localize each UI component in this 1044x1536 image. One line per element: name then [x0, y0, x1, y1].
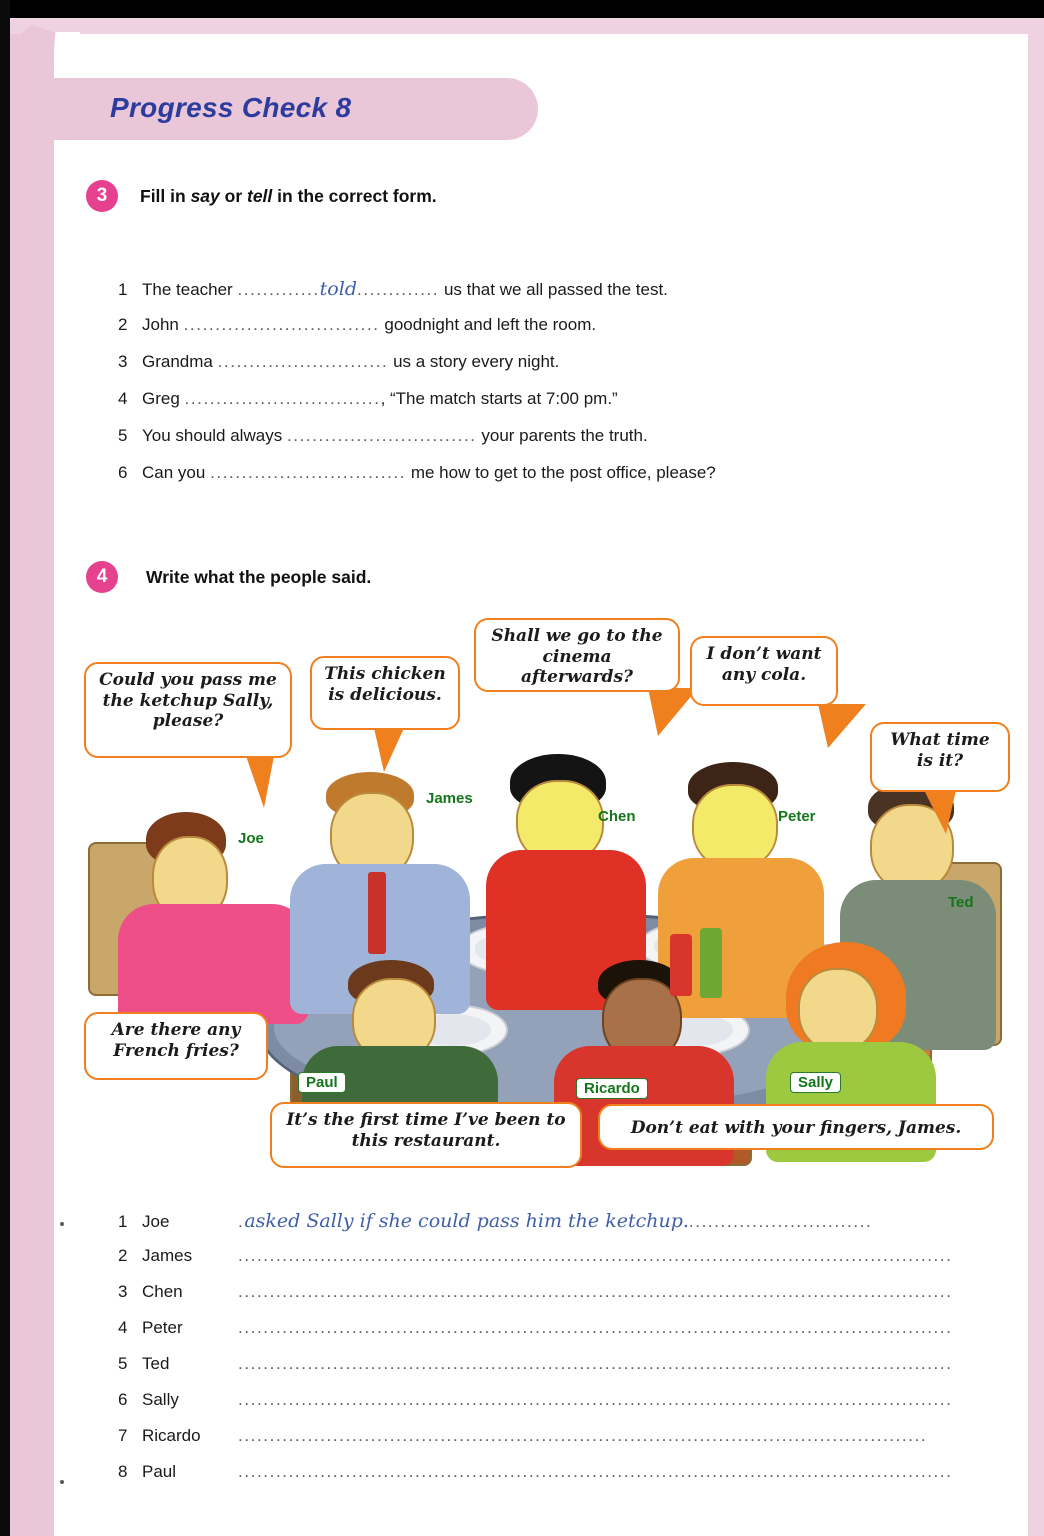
page-pink-right-strip	[1028, 18, 1044, 1536]
handwritten-answer: asked Sally if she could pass him the ketchup.	[244, 1210, 689, 1232]
speech-bubble-james: This chicken is delicious.	[310, 656, 460, 730]
exercise-3-title-part3: in the correct form.	[272, 186, 437, 206]
item-number: 4	[118, 389, 128, 408]
item-text-after: goodnight and left the room.	[384, 315, 597, 334]
item-text-after: your parents the truth.	[481, 426, 648, 445]
answer-blank[interactable]: .............................................................................................................	[238, 1426, 928, 1445]
exercise-3-number: 3	[86, 180, 118, 212]
speech-bubble-chen: Shall we go to the cinema afterwards?	[474, 618, 680, 692]
restaurant-illustration	[78, 612, 1008, 1172]
label-ted: Ted	[948, 894, 974, 911]
answer-blank[interactable]: .................................................................................................................	[238, 1318, 953, 1337]
item-text-before: Can you	[142, 463, 206, 482]
exercise-3-title	[140, 186, 437, 207]
item-text-after: , “The match starts at 7:00 pm.”	[380, 389, 618, 408]
answer-person-name: Joe	[142, 1212, 170, 1231]
page-left-border	[0, 0, 10, 1536]
answer-blank-cont: .............	[357, 280, 440, 299]
item-text-before: Greg	[142, 389, 180, 408]
answer-blank[interactable]: .................................................................................................................	[238, 1390, 953, 1409]
exercise-4-answer-row	[118, 1210, 998, 1238]
page-pink-top-strip	[10, 18, 1044, 34]
exercise-3-item	[118, 278, 948, 304]
exercise-4-answer-row	[118, 1354, 998, 1382]
speech-bubble-peter: I don’t want any cola.	[690, 636, 838, 706]
answer-blank[interactable]: .............	[237, 280, 320, 299]
item-number: 1	[118, 280, 128, 299]
answer-blank[interactable]: ..............................	[286, 426, 477, 445]
answer-blank[interactable]: .................................................................................................................	[238, 1354, 953, 1373]
item-number: 5	[118, 1354, 128, 1373]
exercise-3-item	[118, 426, 948, 452]
item-text-before: John	[142, 315, 179, 334]
item-number: 2	[118, 315, 128, 334]
page-top-border	[0, 0, 1044, 18]
character-joe	[118, 812, 308, 1032]
answer-blank[interactable]: .................................................................................................................	[238, 1282, 953, 1301]
speech-bubble-ted: What time is it?	[870, 722, 1010, 792]
label-james: James	[426, 790, 473, 807]
label-chen: Chen	[598, 808, 636, 825]
item-number: 6	[118, 463, 128, 482]
answer-person-name: Ted	[142, 1354, 170, 1373]
bubble-tail	[818, 704, 866, 748]
exercise-4-answer-row	[118, 1246, 998, 1274]
answer-blank[interactable]: .................................................................................................................	[238, 1462, 953, 1481]
bubble-tail	[924, 790, 956, 834]
exercise-4-answer-row	[118, 1426, 998, 1454]
exercise-3-item	[118, 352, 948, 378]
item-number: 6	[118, 1390, 128, 1409]
label-ricardo: Ricardo	[576, 1078, 648, 1099]
item-number: 1	[118, 1212, 128, 1231]
exercise-3-item	[118, 463, 948, 489]
label-joe: Joe	[238, 830, 264, 847]
answer-person-name: James	[142, 1246, 193, 1265]
sauce-bottle	[700, 928, 722, 998]
item-text-before: The teacher	[142, 280, 233, 299]
bubble-tail	[374, 728, 404, 772]
exercise-4-answer-row	[118, 1462, 998, 1490]
exercise-3-item	[118, 315, 948, 341]
answer-blank[interactable]: ...............................	[210, 463, 407, 482]
answer-blank-cont[interactable]: .............................	[688, 1212, 873, 1231]
exercise-3-title-word-say: say	[190, 186, 220, 206]
exercise-4-answer-row	[118, 1282, 998, 1310]
speech-bubble-joe: Could you pass me the ketchup Sally, please?	[84, 662, 292, 758]
speech-bubble-ricardo: It’s the first time I’ve been to this restaurant.	[270, 1102, 582, 1168]
item-number: 2	[118, 1246, 128, 1265]
label-sally: Sally	[790, 1072, 841, 1093]
answer-blank[interactable]: .	[238, 1212, 245, 1231]
exercise-3-title-part1: Fill in	[140, 186, 191, 206]
item-text-before: Grandma	[142, 352, 213, 371]
exercise-4-number: 4	[86, 561, 118, 593]
item-number: 3	[118, 352, 128, 371]
label-paul: Paul	[298, 1072, 346, 1093]
exercise-4-answer-row	[118, 1318, 998, 1346]
exercise-4-title: Write what the people said.	[146, 567, 372, 587]
item-text-before: You should always	[142, 426, 283, 445]
answer-person-name: Paul	[142, 1462, 177, 1481]
item-number: 8	[118, 1462, 128, 1481]
answer-blank[interactable]: ...............................	[184, 389, 381, 408]
answer-person-name: Peter	[142, 1318, 183, 1337]
margin-dot	[60, 1480, 64, 1484]
answer-blank[interactable]: .................................................................................................................	[238, 1246, 953, 1265]
item-number: 4	[118, 1318, 128, 1337]
answer-blank[interactable]: ...............................	[183, 315, 380, 334]
bubble-tail	[246, 756, 274, 808]
answer-person-name: Chen	[142, 1282, 183, 1301]
item-text-after: us that we all passed the test.	[443, 280, 668, 299]
exercise-3-title-word-tell: tell	[247, 186, 273, 206]
item-number: 5	[118, 426, 128, 445]
page-title: Progress Check 8	[110, 92, 352, 123]
item-number: 3	[118, 1282, 128, 1301]
item-text-after: me how to get to the post office, please?	[410, 463, 716, 482]
exercise-3-title-part2: or	[219, 186, 247, 206]
handwritten-answer: told	[319, 278, 357, 300]
answer-person-name: Ricardo	[142, 1426, 201, 1445]
item-number: 7	[118, 1426, 128, 1445]
exercise-4-answer-row	[118, 1390, 998, 1418]
exercise-3-item	[118, 389, 948, 415]
speech-bubble-paul-question: Are there any French fries?	[84, 1012, 268, 1080]
item-text-after: us a story every night.	[393, 352, 560, 371]
margin-dot	[60, 1222, 64, 1226]
label-peter: Peter	[778, 808, 816, 825]
answer-person-name: Sally	[142, 1390, 179, 1409]
ketchup-bottle	[670, 934, 692, 996]
answer-blank[interactable]: ...........................	[217, 352, 389, 371]
speech-bubble-sally: Don’t eat with your fingers, James.	[598, 1104, 994, 1150]
